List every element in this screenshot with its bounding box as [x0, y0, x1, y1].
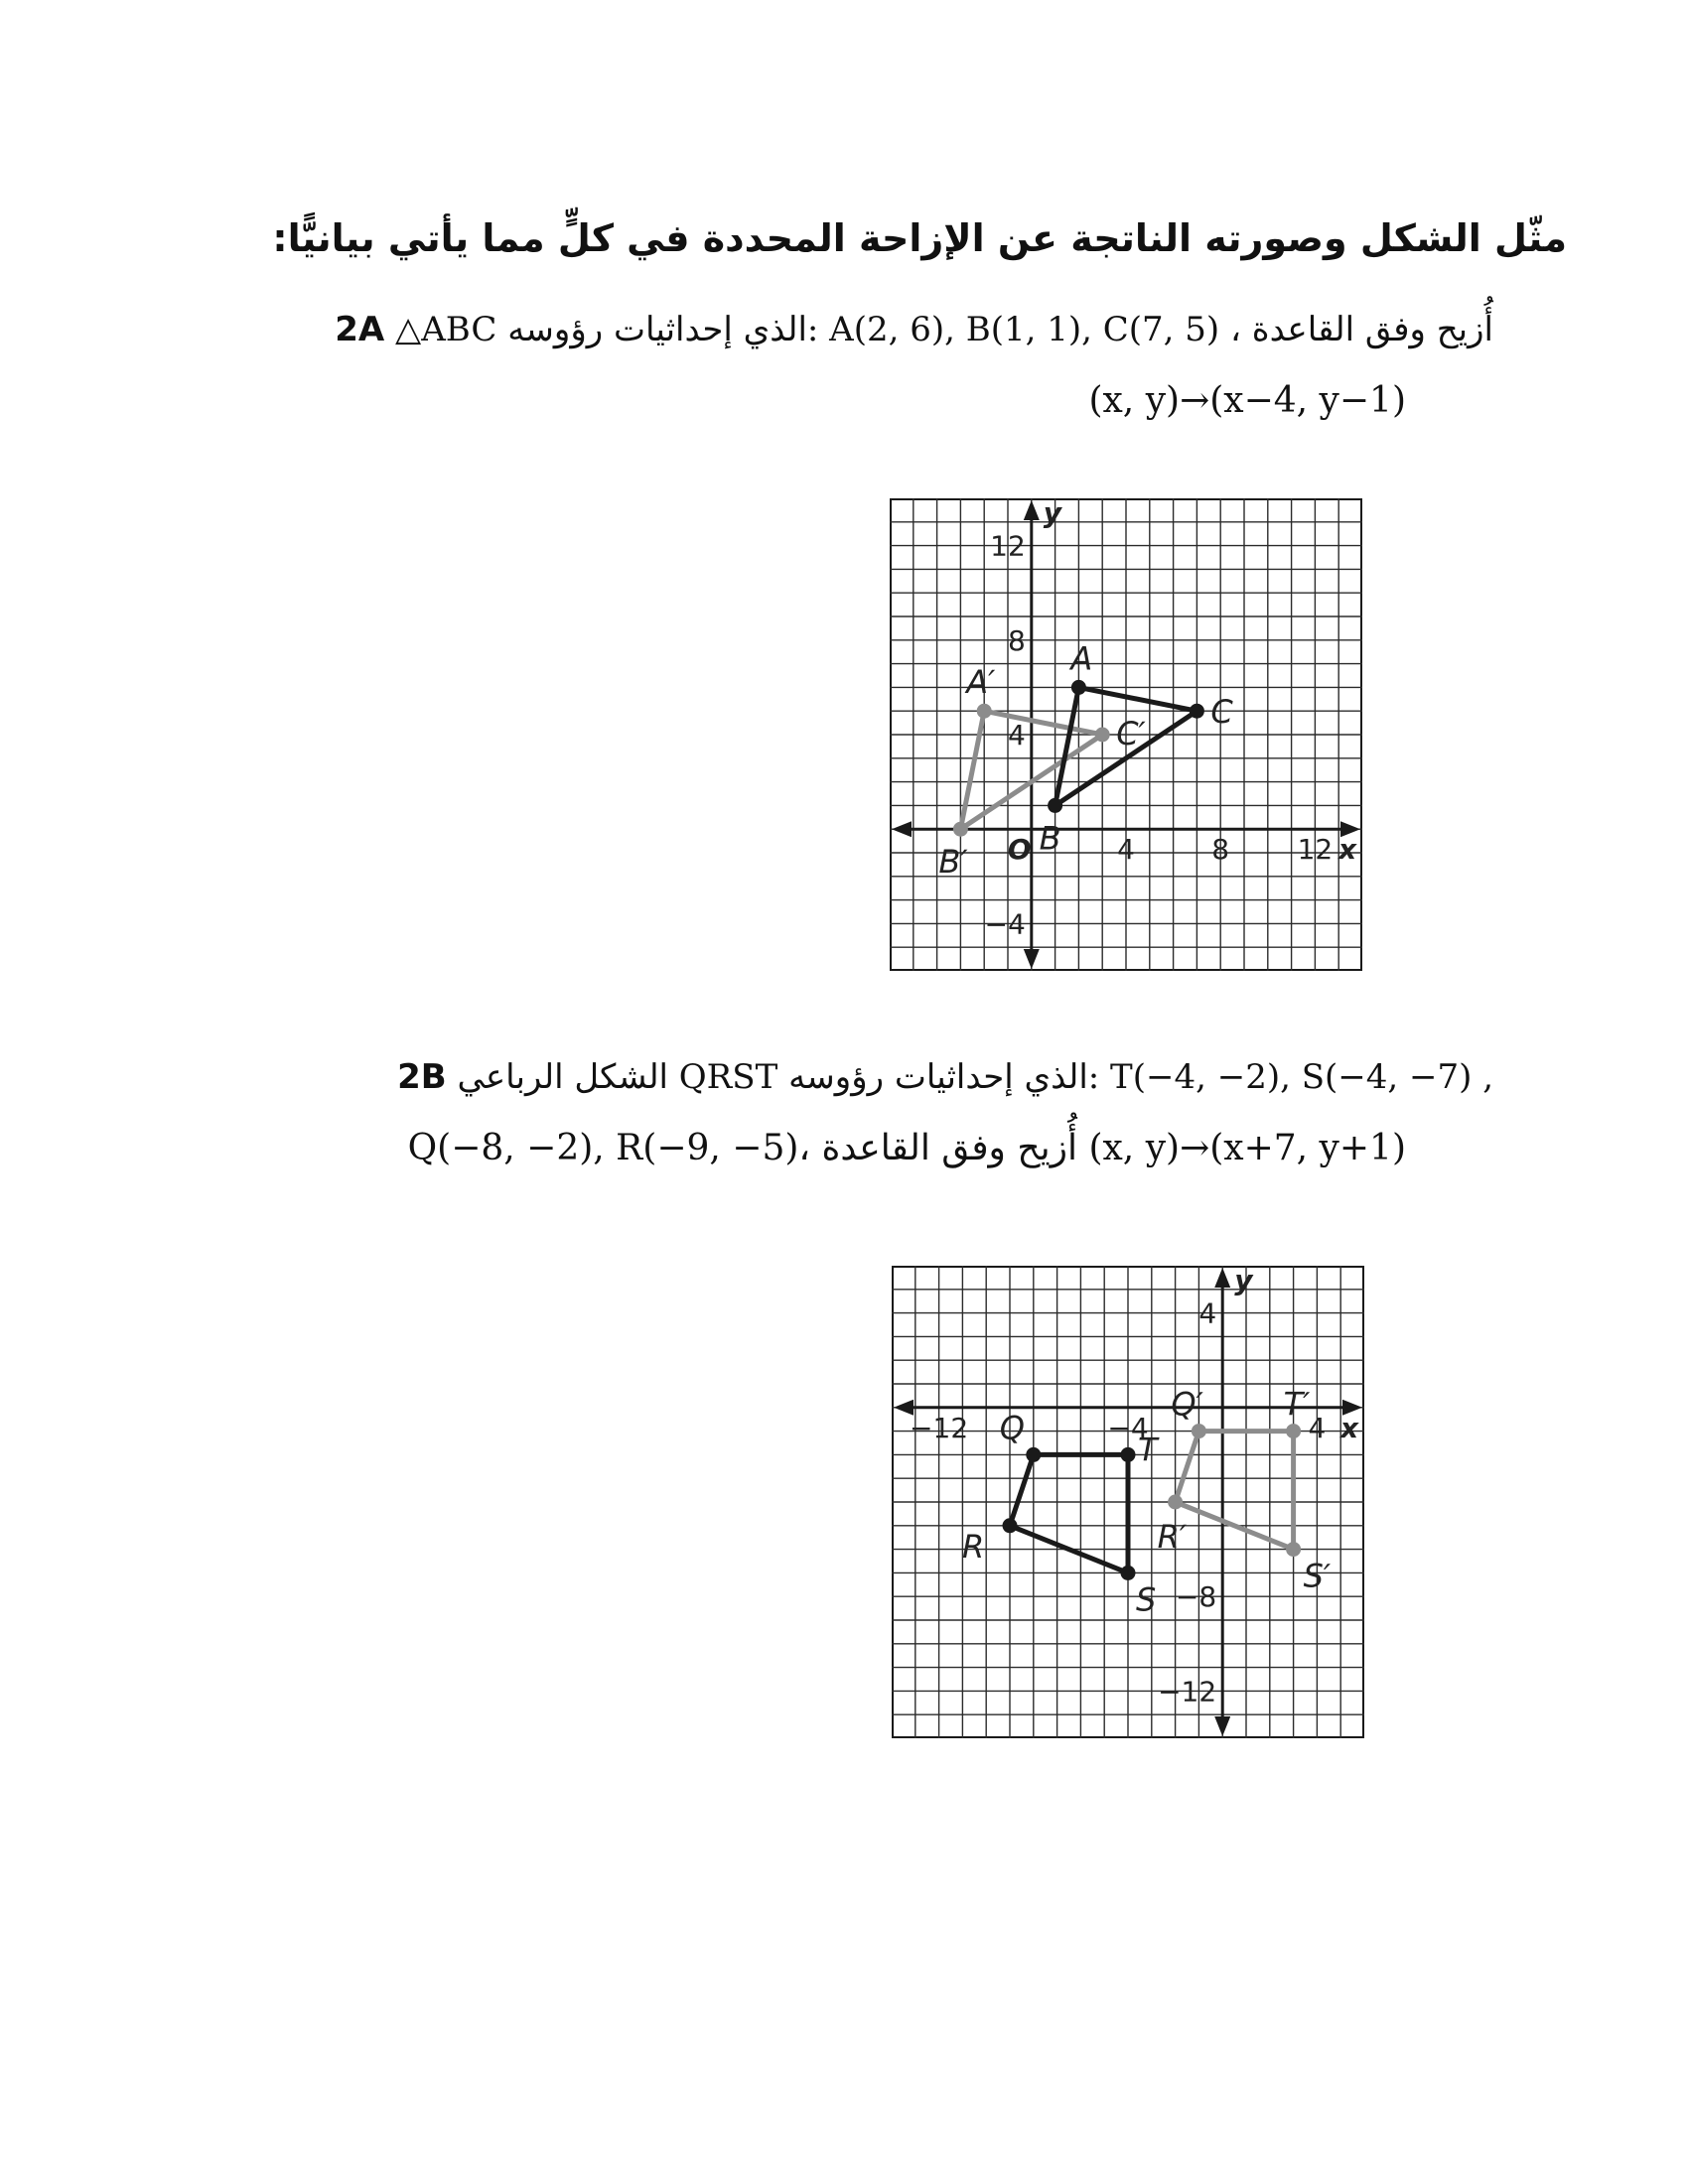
- vertex-point: [1003, 1518, 1018, 1533]
- problem-2a-text-line1: △ABC الذي إحداثيات رؤوسه: A(2, 6), B(1, 1), C(7, 5) ، أُزيح وفق القاعدة: [395, 310, 1493, 349]
- graph-2a-x-axis-label: x: [1338, 833, 1357, 867]
- vertex-point: [1121, 1447, 1136, 1462]
- vertex-point: [953, 822, 968, 837]
- graph-2b-y-tick: 4: [1198, 1297, 1217, 1330]
- problem-2a-statement: [335, 310, 1493, 349]
- vertex-point: [1190, 704, 1204, 719]
- page-heading: مثّل الشكل وصورته الناتجة عن الإزاحة المحددة في كلٍّ مما يأتي بيانيًّا:: [272, 216, 1567, 260]
- vertex-point: [1026, 1447, 1041, 1462]
- problem-2b-number: 2B: [397, 1057, 447, 1097]
- graph-2b-x-tick: −12: [910, 1411, 969, 1444]
- graph-2a-vertex-label-A-prime: A′: [966, 663, 996, 702]
- graph-2b-vertex-label-Q: Q: [999, 1409, 1025, 1447]
- graph-2a: [890, 498, 1362, 975]
- graph-2b-y-tick: −8: [1175, 1580, 1217, 1614]
- vertex-point: [1048, 798, 1062, 813]
- graph-2a-y-tick: −4: [984, 907, 1026, 941]
- graph-2b-vertex-label-R-prime: R′: [1157, 1518, 1188, 1556]
- graph-2a-origin-label: O: [1007, 833, 1032, 867]
- graph-2a-y-tick: 12: [990, 529, 1026, 563]
- graph-2a-y-tick: 4: [1007, 719, 1026, 751]
- graph-2b-y-tick: −12: [1158, 1675, 1217, 1708]
- problem-2a-rule: (x, y)→(x−4, y−1): [1088, 380, 1406, 421]
- graph-2a-vertex-label-C-prime: C′: [1116, 715, 1146, 752]
- vertex-point: [1286, 1424, 1301, 1438]
- graph-2a-vertex-label-A: A: [1070, 639, 1093, 678]
- vertex-point: [1192, 1424, 1206, 1438]
- graph-2b-vertex-label-S-prime: S′: [1303, 1557, 1332, 1595]
- graph-2b-vertex-label-R: R: [962, 1527, 985, 1566]
- graph-2b-vertex-label-S: S: [1136, 1580, 1157, 1619]
- graph-2b-vertex-label-T: T: [1138, 1431, 1158, 1469]
- graph-2a-x-tick: 8: [1211, 833, 1230, 867]
- graph-2b-x-axis-label: x: [1340, 1411, 1359, 1444]
- graph-2b: [892, 1266, 1364, 1742]
- vertex-point: [1121, 1566, 1136, 1580]
- graph-2a-vertex-label-B: B: [1039, 819, 1061, 858]
- graph-2b-svg: [892, 1266, 1364, 1738]
- problem-2a-number: 2A: [335, 310, 385, 349]
- vertex-point: [1168, 1495, 1183, 1510]
- vertex-point: [977, 704, 992, 719]
- problem-2b-text-line1: الشكل الرباعي QRST الذي إحداثيات رؤوسه: T(−4, −2), S(−4, −7) ,: [457, 1057, 1493, 1097]
- vertex-point: [1071, 680, 1086, 695]
- graph-2b-y-axis-label: y: [1234, 1266, 1253, 1297]
- graph-2a-svg: [890, 498, 1362, 971]
- problem-2b-rule: Q(−8, −2), R(−9, −5)، أُزيح وفق القاعدة (x, y)→(x+7, y+1): [407, 1128, 1406, 1168]
- graph-2b-vertex-label-Q-prime: Q′: [1171, 1385, 1203, 1424]
- graph-2a-vertex-label-C: C: [1210, 693, 1233, 732]
- graph-2a-y-axis-label: y: [1043, 498, 1062, 529]
- graph-2b-x-tick: 4: [1308, 1411, 1327, 1444]
- graph-2a-vertex-label-B-prime: B′: [938, 843, 968, 882]
- vertex-point: [1286, 1542, 1301, 1557]
- graph-2a-x-tick: 12: [1297, 833, 1334, 867]
- problem-2b-statement: [397, 1057, 1493, 1097]
- graph-2a-x-tick: 4: [1117, 833, 1135, 867]
- graph-2b-x-tick: −4: [1107, 1411, 1149, 1444]
- vertex-point: [1095, 728, 1110, 743]
- graph-2b-vertex-label-T-prime: T′: [1283, 1385, 1311, 1424]
- graph-2a-y-tick: 8: [1007, 623, 1026, 657]
